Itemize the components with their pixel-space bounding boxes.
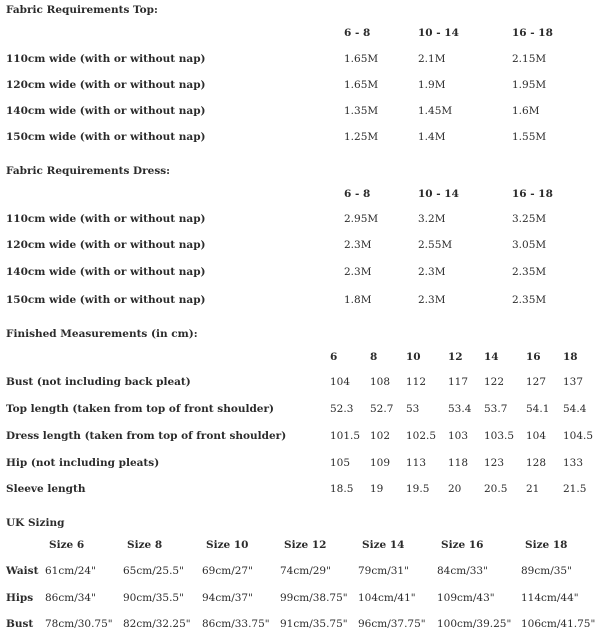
finished-cell: 52.3 — [330, 403, 354, 415]
uk-size-header: Size 12 — [284, 539, 327, 551]
uk-cell: 61cm/24" — [45, 565, 96, 577]
top-cell: 2.1M — [418, 53, 446, 65]
uk-size-header: Size 14 — [362, 539, 405, 551]
top-cell: 1.55M — [512, 131, 547, 143]
top-cell: 1.45M — [418, 105, 453, 117]
dress-cell: 3.25M — [512, 213, 547, 225]
finished-cell: 103.5 — [484, 430, 515, 442]
finished-cell: 122 — [484, 376, 505, 388]
top-size-header: 16 - 18 — [512, 27, 553, 39]
finished-cell: 18.5 — [330, 483, 354, 495]
top-cell: 1.65M — [344, 53, 379, 65]
finished-cell: 102 — [370, 430, 391, 442]
finished-cell: 113 — [406, 457, 427, 469]
uk-cell: 106cm/41.75" — [521, 618, 596, 630]
finished-cell: 53.7 — [484, 403, 508, 415]
finished-row-label: Dress length (taken from top of front shoulder) — [6, 430, 287, 442]
dress-size-header: 16 - 18 — [512, 188, 553, 200]
finished-cell: 20.5 — [484, 483, 508, 495]
finished-cell: 102.5 — [406, 430, 437, 442]
dress-cell: 2.55M — [418, 239, 453, 251]
dress-cell: 1.8M — [344, 294, 372, 306]
top-cell: 2.15M — [512, 53, 547, 65]
finished-cell: 19 — [370, 483, 384, 495]
finished-cell: 20 — [448, 483, 462, 495]
dress-cell: 2.35M — [512, 294, 547, 306]
finished-cell: 104 — [330, 376, 351, 388]
dress-row-label: 140cm wide (with or without nap) — [6, 266, 206, 278]
finished-heading: Finished Measurements (in cm): — [6, 328, 198, 340]
uk-cell: 90cm/35.5" — [123, 592, 184, 604]
top-cell: 1.6M — [512, 105, 540, 117]
dress-cell: 2.35M — [512, 266, 547, 278]
top-row-label: 150cm wide (with or without nap) — [6, 131, 206, 143]
dress-row-label: 150cm wide (with or without nap) — [6, 294, 206, 306]
uk-row-label: Bust — [6, 618, 34, 630]
finished-size-header: 10 — [406, 351, 421, 363]
uk-size-header: Size 18 — [525, 539, 568, 551]
finished-row-label: Hip (not including pleats) — [6, 457, 160, 469]
dress-cell: 3.05M — [512, 239, 547, 251]
dress-row-label: 120cm wide (with or without nap) — [6, 239, 206, 251]
finished-cell: 112 — [406, 376, 427, 388]
finished-size-header: 16 — [526, 351, 541, 363]
top-cell: 1.35M — [344, 105, 379, 117]
finished-size-header: 18 — [563, 351, 578, 363]
uk-size-header: Size 10 — [206, 539, 249, 551]
uk-cell: 91cm/35.75" — [280, 618, 348, 630]
top-cell: 1.95M — [512, 79, 547, 91]
finished-row-label: Bust (not including back pleat) — [6, 376, 191, 388]
uk-cell: 79cm/31" — [358, 565, 409, 577]
top-size-header: 6 - 8 — [344, 27, 371, 39]
finished-cell: 127 — [526, 376, 547, 388]
finished-cell: 21 — [526, 483, 540, 495]
dress-size-header: 6 - 8 — [344, 188, 371, 200]
finished-cell: 118 — [448, 457, 469, 469]
uk-cell: 104cm/41" — [358, 592, 416, 604]
uk-cell: 86cm/34" — [45, 592, 96, 604]
finished-cell: 105 — [330, 457, 351, 469]
finished-cell: 53 — [406, 403, 420, 415]
uk-size-header: Size 6 — [49, 539, 85, 551]
uk-cell: 86cm/33.75" — [202, 618, 270, 630]
finished-cell: 19.5 — [406, 483, 430, 495]
uk-cell: 69cm/27" — [202, 565, 253, 577]
finished-cell: 108 — [370, 376, 391, 388]
finished-cell: 109 — [370, 457, 391, 469]
uk-cell: 114cm/44" — [521, 592, 579, 604]
uk-row-label: Waist — [6, 565, 39, 577]
finished-cell: 117 — [448, 376, 469, 388]
uk-cell: 65cm/25.5" — [123, 565, 184, 577]
finished-size-header: 6 — [330, 351, 338, 363]
top-size-header: 10 - 14 — [418, 27, 459, 39]
uk-cell: 84cm/33" — [437, 565, 488, 577]
finished-cell: 103 — [448, 430, 469, 442]
uk-size-header: Size 16 — [441, 539, 484, 551]
finished-cell: 54.1 — [526, 403, 550, 415]
finished-size-header: 12 — [448, 351, 463, 363]
top-row-label: 140cm wide (with or without nap) — [6, 105, 206, 117]
top-heading: Fabric Requirements Top: — [6, 4, 158, 16]
finished-cell: 21.5 — [563, 483, 587, 495]
uk-size-header: Size 8 — [127, 539, 163, 551]
finished-cell: 52.7 — [370, 403, 394, 415]
finished-cell: 104 — [526, 430, 547, 442]
top-cell: 1.65M — [344, 79, 379, 91]
uk-cell: 94cm/37" — [202, 592, 253, 604]
finished-size-header: 8 — [370, 351, 378, 363]
dress-heading: Fabric Requirements Dress: — [6, 165, 171, 177]
dress-row-label: 110cm wide (with or without nap) — [6, 213, 206, 225]
uk-cell: 74cm/29" — [280, 565, 331, 577]
finished-size-header: 14 — [484, 351, 499, 363]
uk-heading: UK Sizing — [6, 517, 65, 529]
dress-cell: 2.3M — [344, 266, 372, 278]
uk-cell: 82cm/32.25" — [123, 618, 191, 630]
finished-cell: 133 — [563, 457, 584, 469]
finished-cell: 54.4 — [563, 403, 587, 415]
uk-row-label: Hips — [6, 592, 34, 604]
top-cell: 1.25M — [344, 131, 379, 143]
finished-cell: 104.5 — [563, 430, 594, 442]
finished-row-label: Sleeve length — [6, 483, 86, 495]
dress-size-header: 10 - 14 — [418, 188, 459, 200]
finished-cell: 53.4 — [448, 403, 472, 415]
top-row-label: 110cm wide (with or without nap) — [6, 53, 206, 65]
uk-cell: 96cm/37.75" — [358, 618, 426, 630]
dress-cell: 2.3M — [418, 294, 446, 306]
finished-cell: 137 — [563, 376, 584, 388]
uk-cell: 100cm/39.25" — [437, 618, 512, 630]
finished-cell: 128 — [526, 457, 547, 469]
top-cell: 1.9M — [418, 79, 446, 91]
dress-cell: 2.3M — [344, 239, 372, 251]
top-cell: 1.4M — [418, 131, 446, 143]
dress-cell: 3.2M — [418, 213, 446, 225]
top-row-label: 120cm wide (with or without nap) — [6, 79, 206, 91]
uk-cell: 109cm/43" — [437, 592, 495, 604]
uk-cell: 78cm/30.75" — [45, 618, 113, 630]
dress-cell: 2.3M — [418, 266, 446, 278]
finished-row-label: Top length (taken from top of front shoulder) — [6, 403, 274, 415]
dress-cell: 2.95M — [344, 213, 379, 225]
finished-cell: 101.5 — [330, 430, 361, 442]
uk-cell: 99cm/38.75" — [280, 592, 348, 604]
uk-cell: 89cm/35" — [521, 565, 572, 577]
finished-cell: 123 — [484, 457, 505, 469]
